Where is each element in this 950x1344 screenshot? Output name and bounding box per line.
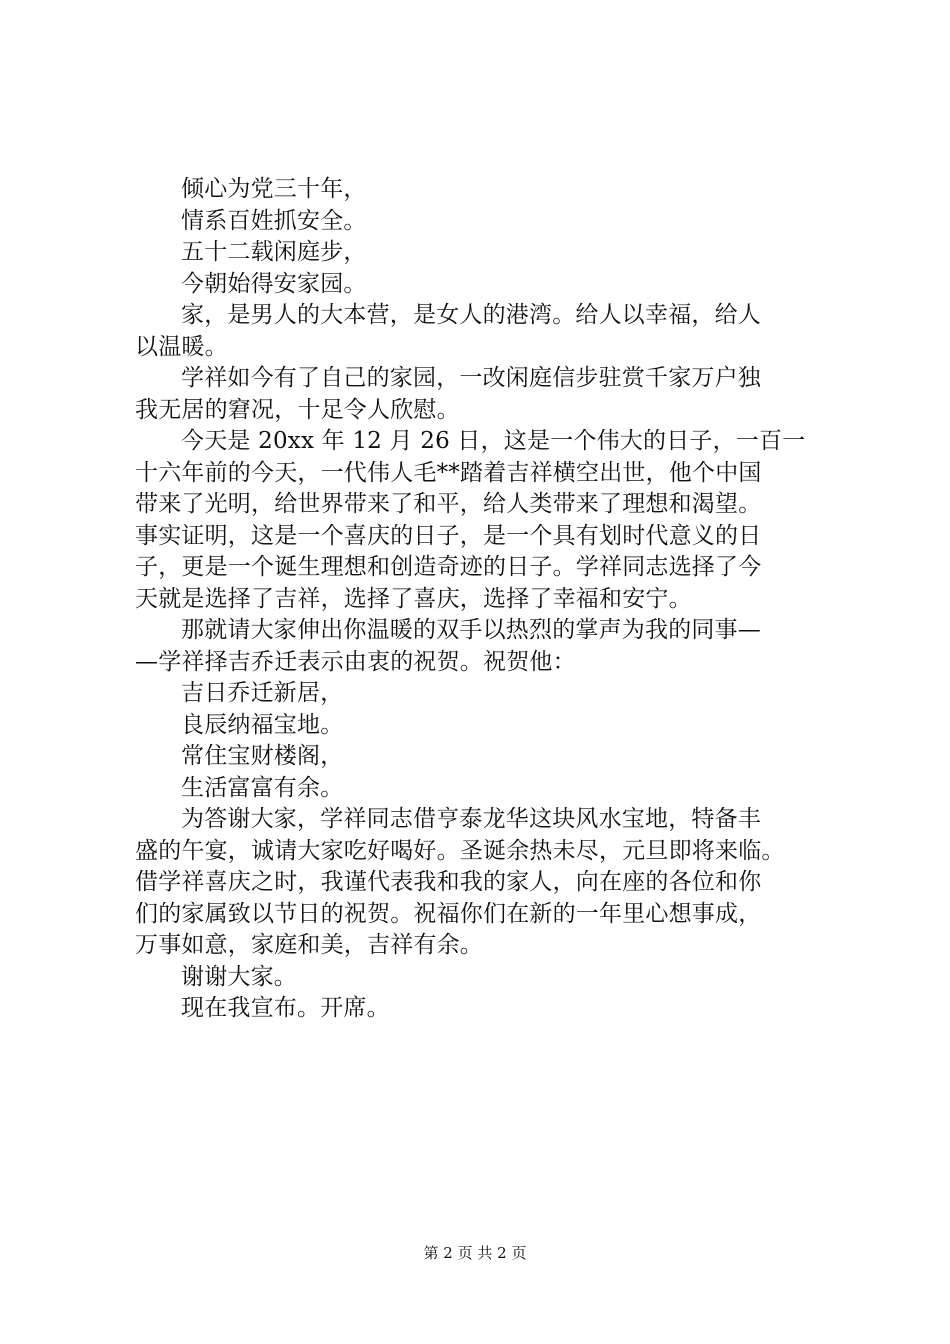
text-line: 情系百姓抓安全。: [181, 207, 367, 234]
text-line: 们的家属致以节日的祝贺。祝福你们在新的一年里心想事成，: [135, 900, 762, 927]
text-line: 十六年前的今天，一代伟人毛**踏着吉祥横空出世，他个中国: [135, 459, 762, 486]
text-line: 家，是男人的大本营，是女人的港湾。给人以幸福，给人: [181, 302, 761, 328]
text-line: 带来了光明，给世界带来了和平，给人类带来了理想和渴望。: [135, 491, 762, 517]
text-line: 生活富富有余。: [181, 774, 344, 801]
text-line: 我无居的窘况，十足令人欣慰。: [135, 396, 460, 423]
text-line: 今天是 20xx 年 12 月 26 日，这是一个伟大的日子，一百一: [181, 428, 806, 454]
text-line: —学祥择吉乔迁表示由衷的祝贺。祝贺他：: [135, 648, 576, 675]
text-line: 良辰纳福宝地。: [181, 711, 344, 738]
text-line: 那就请大家伸出你温暖的双手以热烈的掌声为我的同事—: [181, 617, 761, 643]
text-line: 现在我宣布。开席。: [181, 995, 390, 1021]
text-line: 倾心为党三十年，: [181, 176, 367, 202]
text-line: 五十二载闲庭步，: [181, 239, 367, 265]
text-line: 今朝始得安家园。: [181, 270, 367, 297]
text-line: 以温暖。: [135, 333, 228, 360]
text-line: 子，更是一个诞生理想和创造奇迹的日子。学祥同志选择了今: [135, 554, 762, 580]
document-body: [135, 174, 835, 1025]
text-line: 天就是选择了吉祥，选择了喜庆，选择了幸福和安宁。: [135, 585, 692, 612]
text-line: 事实证明，这是一个喜庆的日子，是一个具有划时代意义的日: [135, 522, 762, 549]
text-line: 盛的午宴，诚请大家吃好喝好。圣诞余热未尽，元旦即将来临。: [135, 837, 785, 864]
text-line: 为答谢大家，学祥同志借亨泰龙华这块风水宝地，特备丰: [181, 806, 761, 832]
text-line: 吉日乔迁新居，: [181, 680, 344, 706]
text-line: 常住宝财楼阁，: [181, 743, 344, 769]
page-footer: 第 2 页 共 2 页: [423, 1244, 527, 1262]
text-line: 学祥如今有了自己的家园，一改闲庭信步驻赏千家万户独: [181, 365, 761, 391]
text-line: 谢谢大家。: [181, 963, 297, 990]
text-line: 借学祥喜庆之时，我谨代表我和我的家人，向在座的各位和你: [135, 869, 762, 895]
text-line: 万事如意，家庭和美，吉祥有余。: [135, 932, 483, 958]
